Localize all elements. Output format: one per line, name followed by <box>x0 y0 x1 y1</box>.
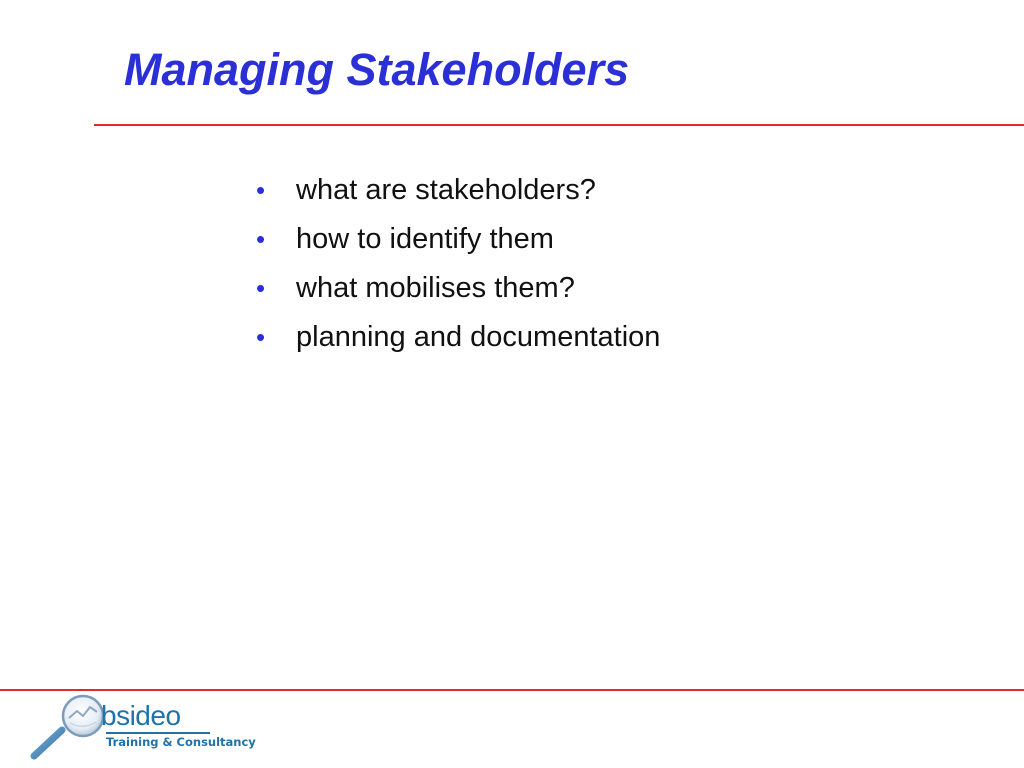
bullet-marker: • <box>256 175 266 205</box>
bullet-marker: • <box>256 322 266 352</box>
bullet-marker: • <box>256 273 266 303</box>
bullet-marker: • <box>256 224 266 254</box>
obsideo-logo <box>28 692 278 762</box>
bullet-text: how to identify them <box>296 223 554 255</box>
logo-wordmark: bsideo <box>101 700 181 731</box>
bullet-text: what mobilises them? <box>296 272 575 304</box>
logo-tagline: Training & Consultancy <box>106 735 256 749</box>
slide-title: Managing Stakeholders <box>124 44 630 95</box>
bullet-text: planning and documentation <box>296 321 661 353</box>
title-divider <box>94 124 1024 126</box>
footer-divider <box>0 689 1024 691</box>
bullet-text: what are stakeholders? <box>296 174 596 206</box>
magnifying-glass-icon <box>28 692 108 762</box>
